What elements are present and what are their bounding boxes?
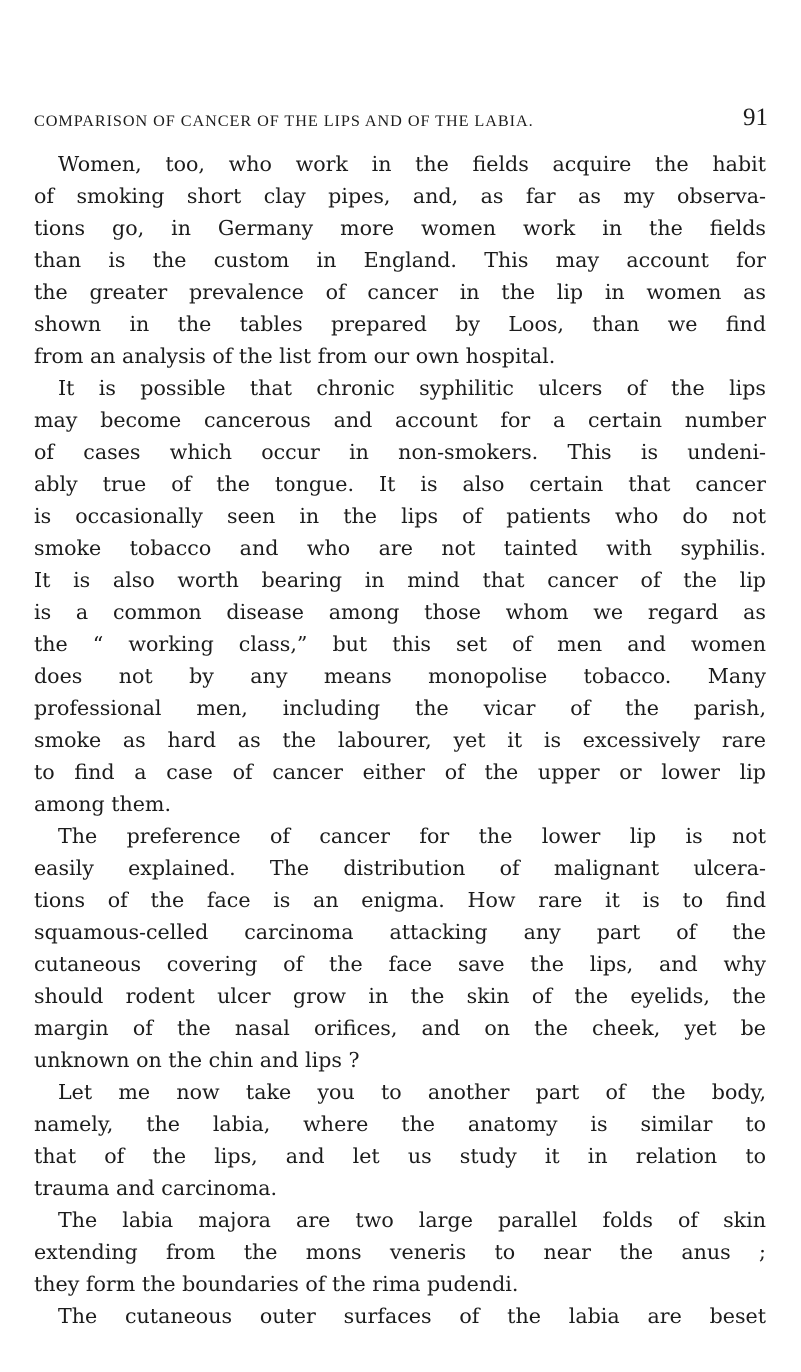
text-line: smoke as hard as the labourer, yet it is excessively rare bbox=[34, 728, 766, 752]
text-line: of cases which occur in non-smokers. This is undeni- bbox=[34, 440, 766, 464]
text-line: does not by any means monopolise tobacco. Many bbox=[34, 664, 766, 688]
text-line: may become cancerous and account for a certain number bbox=[34, 408, 766, 432]
page-number: 91 bbox=[743, 104, 768, 131]
text-line: the greater prevalence of cancer in the lip in women as bbox=[34, 280, 766, 304]
text-line: among them. bbox=[34, 792, 171, 816]
text-line: is occasionally seen in the lips of patients who do not bbox=[34, 504, 766, 528]
text-line: cutaneous covering of the face save the lips, and why bbox=[34, 952, 766, 976]
text-line: professional men, including the vicar of the parish, bbox=[34, 696, 766, 720]
text-line: It is also worth bearing in mind that cancer of the lip bbox=[34, 568, 766, 592]
text-line: than is the custom in England. This may account for bbox=[34, 248, 766, 272]
text-line: namely, the labia, where the anatomy is similar to bbox=[34, 1112, 766, 1136]
text-line: smoke tobacco and who are not tainted with syphilis. bbox=[34, 536, 766, 560]
text-line: unknown on the chin and lips ? bbox=[34, 1048, 360, 1072]
text-line: of smoking short clay pipes, and, as far as my observa- bbox=[34, 184, 766, 208]
text-line: should rodent ulcer grow in the skin of the eyelids, the bbox=[34, 984, 766, 1008]
text-line: is a common disease among those whom we regard as bbox=[34, 600, 766, 624]
text-line: It is possible that chronic syphilitic ulcers of the lips bbox=[58, 376, 766, 400]
text-line: The preference of cancer for the lower lip is not bbox=[58, 824, 766, 848]
text-line: that of the lips, and let us study it in relation to bbox=[34, 1144, 766, 1168]
text-line: extending from the mons veneris to near the anus ; bbox=[34, 1240, 766, 1264]
text-line: tions go, in Germany more women work in the fields bbox=[34, 216, 766, 240]
text-line: ably true of the tongue. It is also certain that cancer bbox=[34, 472, 766, 496]
text-line: trauma and carcinoma. bbox=[34, 1176, 278, 1200]
text-line: the “ working class,” but this set of men and women bbox=[34, 632, 766, 656]
text-line: margin of the nasal orifices, and on the cheek, yet be bbox=[34, 1016, 766, 1040]
running-title: COMPARISON OF CANCER OF THE LIPS AND OF THE LABIA. bbox=[34, 112, 534, 130]
text-line: to find a case of cancer either of the upper or lower lip bbox=[34, 760, 766, 784]
text-line: The labia majora are two large parallel folds of skin bbox=[58, 1208, 766, 1232]
text-line: tions of the face is an enigma. How rare it is to find bbox=[34, 888, 766, 912]
text-line: they form the boundaries of the rima pudendi. bbox=[34, 1272, 519, 1296]
running-head bbox=[34, 104, 768, 134]
text-line: Women, too, who work in the fields acquire the habit bbox=[58, 152, 766, 176]
text-line: squamous-celled carcinoma attacking any part of the bbox=[34, 920, 766, 944]
text-line: from an analysis of the list from our own hospital. bbox=[34, 344, 556, 368]
text-line: The cutaneous outer surfaces of the labia are beset bbox=[58, 1304, 766, 1328]
text-line: easily explained. The distribution of malignant ulcera- bbox=[34, 856, 766, 880]
text-line: Let me now take you to another part of the body, bbox=[58, 1080, 766, 1104]
text-line: shown in the tables prepared by Loos, than we find bbox=[34, 312, 766, 336]
